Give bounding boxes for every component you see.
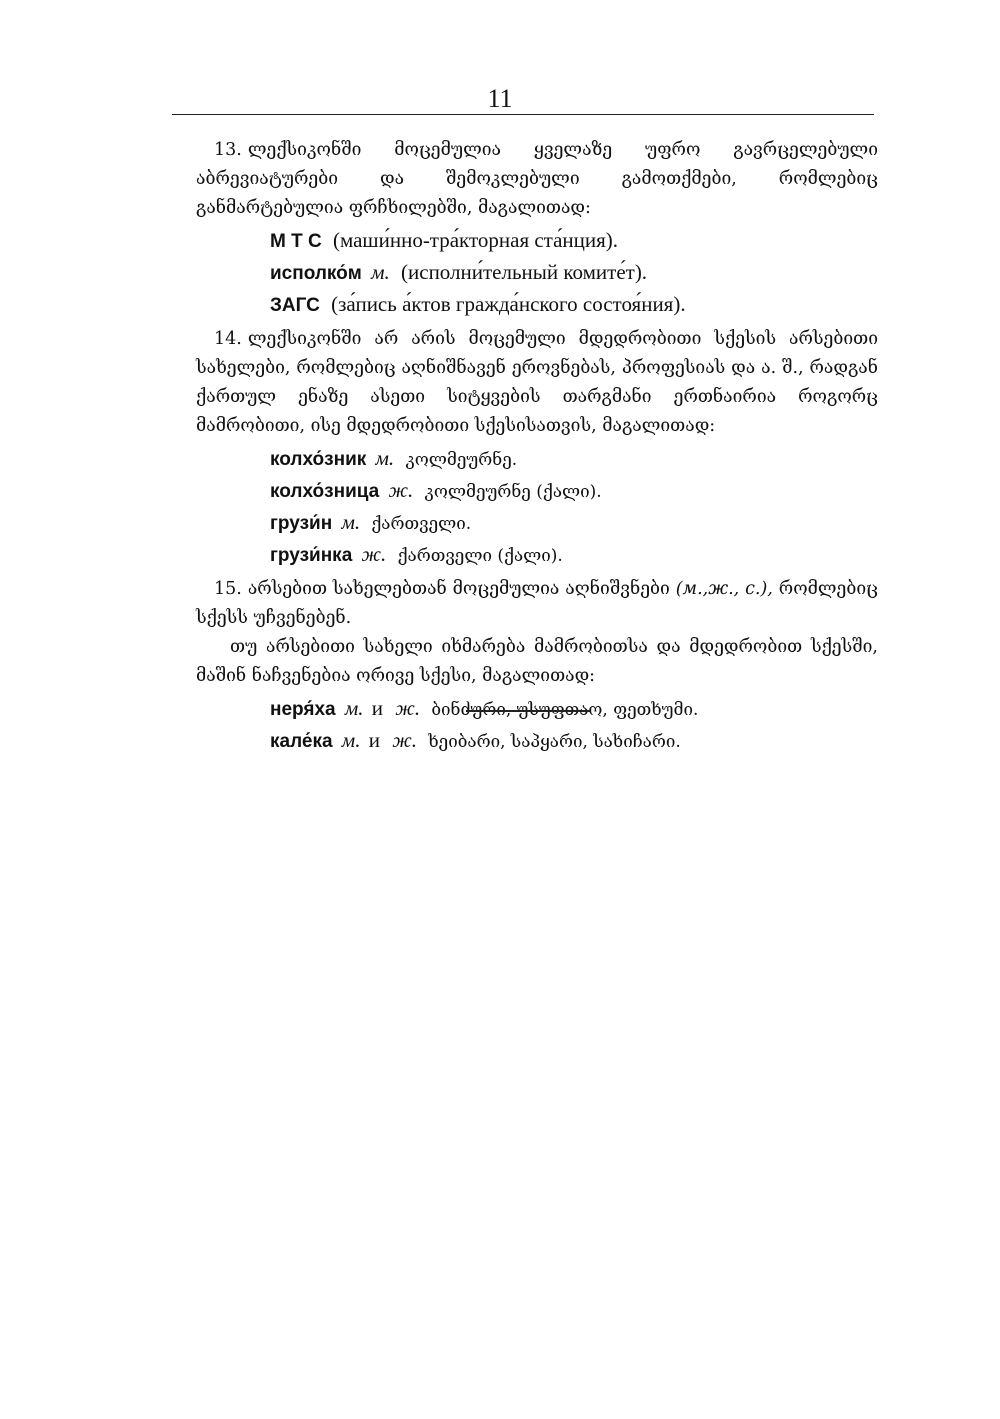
- section-13-examples: [270, 225, 878, 321]
- example-term: грузи́н: [270, 513, 333, 534]
- section-15-examples: [270, 693, 878, 757]
- section-15-number: 15.: [214, 579, 242, 599]
- header-rule: [172, 114, 874, 115]
- page-content: [196, 136, 878, 761]
- example-entry: [270, 443, 878, 475]
- example-entry: [270, 225, 878, 257]
- example-gender: м.: [371, 260, 390, 284]
- example-term: неря́ха: [270, 699, 336, 720]
- example-entry: [270, 725, 878, 757]
- section-14-paragraph: [196, 325, 878, 441]
- example-term: исполко́м: [270, 263, 362, 284]
- example-gender-masculine: м.: [344, 696, 364, 720]
- section-14-number: 14.: [214, 329, 242, 349]
- example-translation: ქართველი (ქალი).: [397, 546, 563, 566]
- example-term: М Т С: [270, 231, 322, 252]
- example-conjunction: и: [368, 728, 380, 752]
- example-gender-masculine: м.: [341, 728, 361, 752]
- section-15-paragraph: [196, 575, 878, 633]
- example-translation: კოლმეურნე (ქალი).: [424, 482, 602, 502]
- example-gender: ж.: [361, 542, 387, 566]
- example-gender: ж.: [388, 478, 414, 502]
- section-13-paragraph: [196, 136, 878, 223]
- example-gender-feminine: ж.: [392, 728, 417, 752]
- section-13-text: ლექსიკონში მოცემულია ყველაზე უფრო გავრცელებული აბრევიატურები და შემოკლებული გამოთქმები, რომლებიც განმარტებულია ფრჩხილებში, მაგალითად:: [196, 140, 878, 218]
- end-rule: [466, 710, 590, 712]
- example-translation: კოლმეურნე.: [405, 450, 518, 470]
- section-14-text: ლექსიკონში არ არის მოცემული მდედრობითი სქესის არსებითი სახელები, რომლებიც აღნიშნავენ ეროვნებას, პროფესიას და ა. შ., რადგან ქართულ ენაზე ასეთი სიტყვების თარგმანი ერთნაირია როგორც მამრობითი, ისე მდედრობითი სქესისათვის, მაგალითად:: [196, 329, 878, 436]
- example-entry: [270, 507, 878, 539]
- example-term: грузи́нка: [270, 545, 353, 566]
- example-translation: (исполни́тельный комите́т).: [401, 260, 648, 284]
- example-entry: [270, 289, 878, 321]
- section-15-paragraph-2: თუ არსებითი სახელი იხმარება მამრობითსა და მდედრობით სქესში, მაშინ ნაჩვენებია ორივე სქესი, მაგალითად:: [196, 637, 878, 686]
- example-gender-feminine: ж.: [395, 696, 421, 720]
- section-14-examples: [270, 443, 878, 571]
- example-gender: м.: [375, 446, 395, 470]
- section-15-text-after: რომლებიც სქესს უჩვენებენ.: [196, 579, 878, 628]
- example-translation: ხეიბარი, საპყარი, სახიჩარი.: [428, 732, 681, 752]
- example-term: ЗАГС: [270, 295, 320, 316]
- page-number: 11: [487, 84, 513, 113]
- example-entry: [270, 539, 878, 571]
- example-translation: ბინძური, უსუფთაო, ფეთხუმი.: [431, 700, 699, 720]
- example-term: колхо́зник: [270, 449, 367, 470]
- example-entry: [270, 257, 878, 289]
- example-translation: (за́пись а́ктов гражда́нского состоя́ния).: [331, 292, 686, 316]
- section-13-number: 13.: [214, 140, 242, 160]
- section-15-abbreviations: (м.,ж., с.),: [675, 579, 773, 599]
- example-gender: м.: [341, 510, 361, 534]
- example-conjunction: и: [371, 696, 384, 720]
- example-entry: [270, 693, 878, 725]
- example-entry: [270, 475, 878, 507]
- example-term: колхо́зница: [270, 481, 380, 502]
- example-term: кале́ка: [270, 731, 333, 752]
- section-15-text-before: არსებით სახელებთან მოცემულია აღნიშვნები: [247, 579, 670, 599]
- example-translation: ქართველი.: [371, 514, 472, 534]
- example-translation: (маши́нно-тра́кторная ста́нция).: [332, 228, 619, 252]
